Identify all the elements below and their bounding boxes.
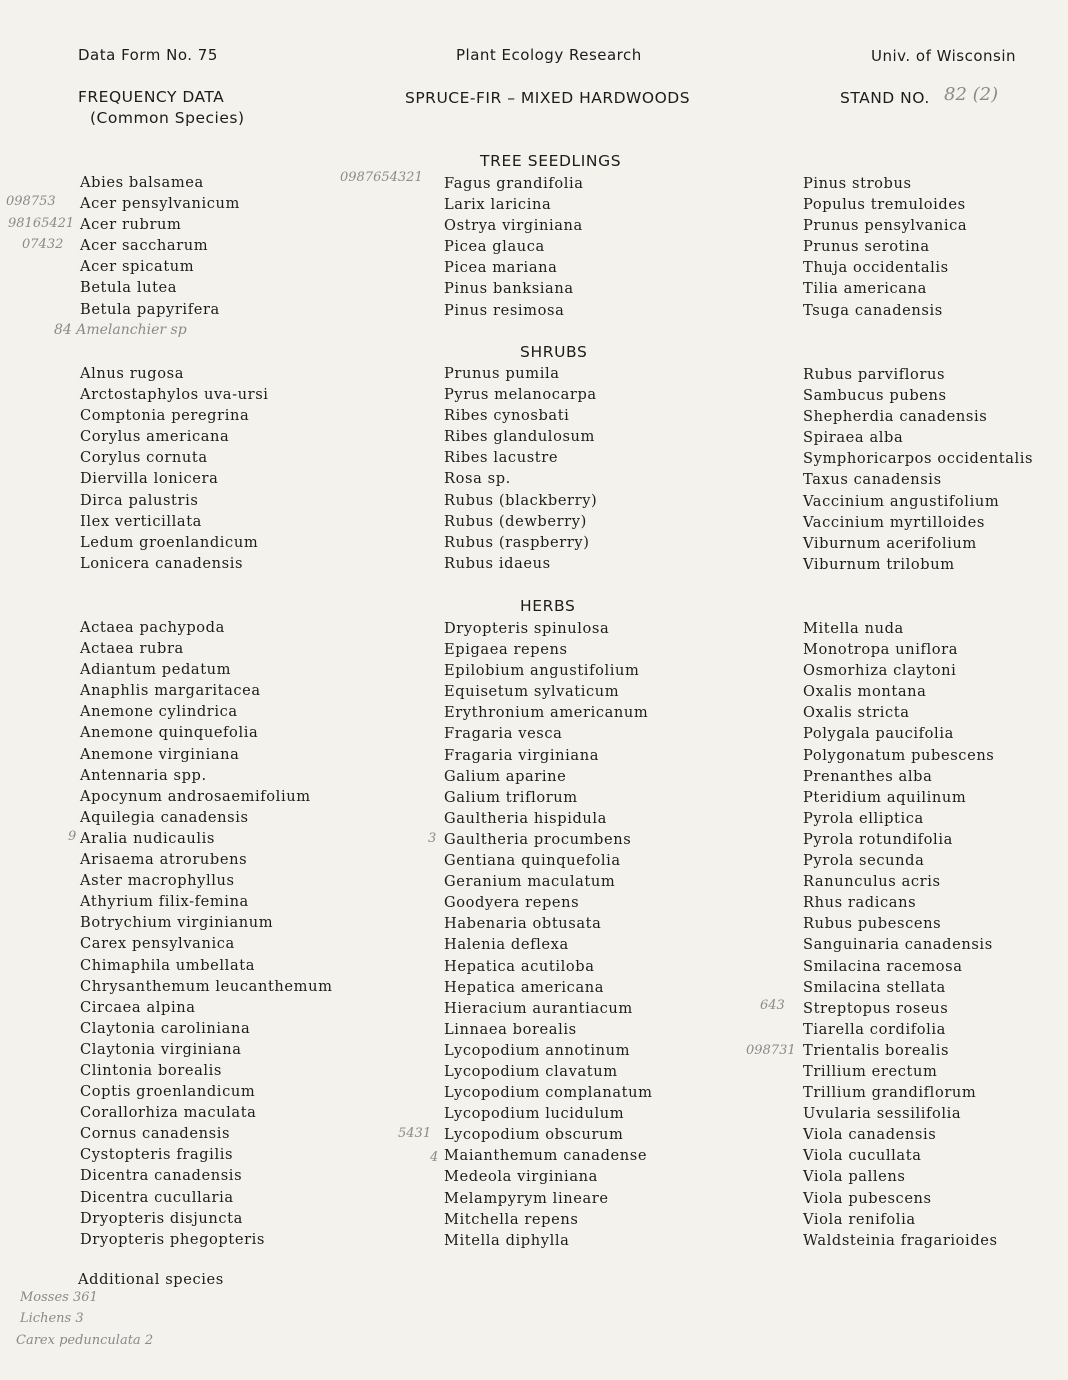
list-item: Dicentra canadensis bbox=[80, 1167, 243, 1185]
list-item: Trientalis borealis bbox=[803, 1041, 950, 1059]
handwritten-note: 4 bbox=[430, 1150, 439, 1165]
list-item: Picea mariana bbox=[444, 259, 558, 277]
list-item: Fagus grandifolia bbox=[444, 175, 584, 192]
list-item: Diervilla lonicera bbox=[80, 470, 219, 488]
list-item: Cornus canadensis bbox=[80, 1125, 231, 1143]
shrubs-col3 bbox=[803, 364, 1033, 575]
list-item: Ribes glandulosum bbox=[444, 428, 595, 446]
list-item: Anemone cylindrica bbox=[80, 703, 238, 721]
list-item: Vaccinium myrtilloides bbox=[803, 513, 985, 531]
list-item: Mitella nuda bbox=[803, 620, 904, 637]
list-item: Dryopteris spinulosa bbox=[444, 620, 610, 637]
list-item: Arctostaphylos uva-ursi bbox=[80, 386, 269, 404]
list-item: Hieracium aurantiacum bbox=[444, 999, 633, 1017]
handwritten-note: 098731 bbox=[746, 1043, 796, 1058]
list-item: Galium triflorum bbox=[444, 788, 578, 806]
list-item: Polygala paucifolia bbox=[803, 725, 954, 743]
list-item: Ilex verticillata bbox=[80, 512, 202, 530]
list-item: Cystopteris fragilis bbox=[80, 1146, 234, 1164]
list-item: Polygonatum pubescens bbox=[803, 746, 995, 764]
list-item: Geranium maculatum bbox=[444, 873, 616, 891]
list-item: Thuja occidentalis bbox=[803, 259, 949, 277]
list-item: Alnus rugosa bbox=[80, 365, 185, 382]
list-item: Dryopteris phegopteris bbox=[80, 1230, 266, 1248]
form-number: Data Form No. 75 bbox=[78, 46, 218, 64]
list-item: Prenanthes alba bbox=[803, 767, 933, 785]
list-item: Carex pensylvanica bbox=[80, 935, 235, 953]
list-item: Tsuga canadensis bbox=[803, 301, 943, 319]
list-item: Tilia americana bbox=[803, 280, 927, 298]
list-item: Aquilegia canadensis bbox=[80, 808, 249, 826]
tree-seedlings-col3 bbox=[803, 173, 967, 321]
additional-species-label: Additional species bbox=[78, 1271, 224, 1288]
form-title: Plant Ecology Research bbox=[456, 46, 642, 64]
handwritten-note: 643 bbox=[760, 998, 785, 1013]
list-item: Ribes cynosbati bbox=[444, 407, 570, 425]
list-item: Erythronium americanum bbox=[444, 704, 649, 722]
list-item: Smilacina racemosa bbox=[803, 957, 963, 975]
handwritten-note: Lichens 3 bbox=[20, 1311, 84, 1326]
list-item: Gaultheria procumbens bbox=[444, 830, 632, 848]
list-item: Dirca palustris bbox=[80, 491, 199, 509]
list-item: Rubus (raspberry) bbox=[444, 533, 590, 551]
list-item: Lycopodium obscurum bbox=[444, 1126, 624, 1144]
list-item: Actaea pachypoda bbox=[80, 619, 225, 636]
list-item: Prunus pumila bbox=[444, 365, 560, 382]
list-item: Claytonia virginiana bbox=[80, 1040, 242, 1058]
list-item: Habenaria obtusata bbox=[444, 915, 602, 933]
list-item: Anemone quinquefolia bbox=[80, 724, 259, 742]
list-item: Betula lutea bbox=[80, 279, 178, 297]
list-item: Betula papyrifera bbox=[80, 300, 220, 318]
tree-seedlings-col2 bbox=[444, 173, 584, 321]
list-item: Prunus serotina bbox=[803, 238, 930, 256]
list-item: Ranunculus acris bbox=[803, 873, 941, 891]
list-item: Populus tremuloides bbox=[803, 196, 966, 214]
handwritten-note: 5431 bbox=[398, 1126, 432, 1141]
list-item: Pteridium aquilinum bbox=[803, 788, 967, 806]
list-item: Clintonia borealis bbox=[80, 1061, 223, 1079]
frequency-data-heading: FREQUENCY DATA bbox=[78, 88, 225, 106]
community-heading: SPRUCE-FIR – MIXED HARDWOODS bbox=[405, 89, 691, 107]
list-item: Corallorhiza maculata bbox=[80, 1104, 257, 1122]
list-item: Corylus americana bbox=[80, 428, 230, 446]
list-item: Anaphlis margaritacea bbox=[80, 682, 261, 700]
list-item: Larix laricina bbox=[444, 196, 552, 214]
list-item: Aster macrophyllus bbox=[80, 872, 235, 890]
list-item: Arisaema atrorubens bbox=[80, 851, 248, 869]
list-item: Medeola virginiana bbox=[444, 1168, 598, 1186]
herbs-heading: HERBS bbox=[520, 597, 576, 615]
list-item: Tiarella cordifolia bbox=[803, 1020, 946, 1038]
handwritten-note: 9 bbox=[68, 829, 77, 844]
list-item: Linnaea borealis bbox=[444, 1020, 577, 1038]
list-item: Aralia nudicaulis bbox=[80, 829, 215, 847]
list-item: Antennaria spp. bbox=[80, 766, 207, 784]
list-item: Lonicera canadensis bbox=[80, 554, 244, 572]
list-item: Epilobium angustifolium bbox=[444, 662, 640, 680]
list-item: Streptopus roseus bbox=[803, 999, 949, 1017]
list-item: Actaea rubra bbox=[80, 640, 184, 658]
list-item: Botrychium virginianum bbox=[80, 914, 274, 932]
list-item: Chimaphila umbellata bbox=[80, 956, 256, 974]
list-item: Adiantum pedatum bbox=[80, 661, 232, 679]
list-item: Chrysanthemum leucanthemum bbox=[80, 977, 333, 995]
list-item: Prunus pensylvanica bbox=[803, 217, 968, 235]
list-item: Acer pensylvanicum bbox=[80, 195, 240, 213]
handwritten-note: Mosses 361 bbox=[20, 1290, 98, 1305]
handwritten-note: Carex pedunculata 2 bbox=[16, 1333, 154, 1348]
handwritten-note: 98165421 bbox=[8, 216, 75, 231]
list-item: Gaultheria hispidula bbox=[444, 809, 607, 827]
list-item: Oxalis stricta bbox=[803, 704, 910, 722]
list-item: Gentiana quinquefolia bbox=[444, 852, 621, 870]
list-item: Fragaria vesca bbox=[444, 725, 563, 743]
list-item: Ledum groenlandicum bbox=[80, 533, 259, 551]
list-item: Sambucus pubens bbox=[803, 387, 947, 405]
tree-seedlings-heading: TREE SEEDLINGS bbox=[480, 152, 622, 170]
list-item: Mitella diphylla bbox=[444, 1231, 570, 1249]
list-item: Shepherdia canadensis bbox=[803, 408, 988, 426]
list-item: Viola pubescens bbox=[803, 1189, 932, 1207]
list-item: Corylus cornuta bbox=[80, 449, 208, 467]
list-item: Epigaea repens bbox=[444, 641, 568, 659]
list-item: Monotropa uniflora bbox=[803, 641, 959, 659]
list-item: Lycopodium lucidulum bbox=[444, 1105, 625, 1123]
list-item: Apocynum androsaemifolium bbox=[80, 787, 311, 805]
list-item: Pinus banksiana bbox=[444, 280, 574, 298]
list-item: Pinus strobus bbox=[803, 175, 912, 192]
list-item: Maianthemum canadense bbox=[444, 1147, 648, 1165]
common-species-subheading: (Common Species) bbox=[90, 109, 245, 127]
list-item: Coptis groenlandicum bbox=[80, 1083, 256, 1101]
herbs-col1 bbox=[80, 617, 333, 1250]
list-item: Melampyrym lineare bbox=[444, 1189, 609, 1207]
list-item: Ribes lacustre bbox=[444, 449, 559, 467]
list-item: Lycopodium annotinum bbox=[444, 1041, 631, 1059]
list-item: Claytonia caroliniana bbox=[80, 1019, 251, 1037]
list-item: Acer rubrum bbox=[80, 216, 182, 234]
tree-seedlings-col1 bbox=[80, 172, 240, 320]
handwritten-note: 098753 bbox=[6, 194, 56, 209]
stand-number-label: STAND NO. bbox=[840, 89, 930, 107]
list-item: Viburnum acerifolium bbox=[803, 534, 977, 552]
list-item: Rhus radicans bbox=[803, 894, 917, 912]
list-item: Viola renifolia bbox=[803, 1210, 916, 1228]
list-item: Anemone virginiana bbox=[80, 745, 240, 763]
list-item: Viola pallens bbox=[803, 1168, 906, 1186]
stand-number-value: 82 (2) bbox=[944, 84, 999, 105]
list-item: Hepatica acutiloba bbox=[444, 957, 595, 975]
handwritten-note: 07432 bbox=[22, 237, 64, 252]
handwritten-note: 3 bbox=[428, 831, 437, 846]
list-item: Dryopteris disjuncta bbox=[80, 1209, 243, 1227]
list-item: Dicentra cucullaria bbox=[80, 1188, 234, 1206]
list-item: Pyrola rotundifolia bbox=[803, 830, 953, 848]
list-item: Sanguinaria canadensis bbox=[803, 936, 993, 954]
shrubs-col1 bbox=[80, 363, 269, 574]
shrubs-heading: SHRUBS bbox=[520, 343, 588, 361]
list-item: Symphoricarpos occidentalis bbox=[803, 450, 1034, 468]
list-item: Fragaria virginiana bbox=[444, 746, 599, 764]
list-item: Ostrya virginiana bbox=[444, 217, 583, 235]
herbs-col2 bbox=[444, 618, 653, 1251]
list-item: Acer saccharum bbox=[80, 237, 209, 255]
list-item: Lycopodium complanatum bbox=[444, 1084, 653, 1102]
list-item: Oxalis montana bbox=[803, 683, 927, 701]
list-item: Rubus idaeus bbox=[444, 554, 551, 572]
list-item: Equisetum sylvaticum bbox=[444, 683, 620, 701]
list-item: Athyrium filix-femina bbox=[80, 893, 249, 911]
list-item: Galium aparine bbox=[444, 767, 567, 785]
list-item: Vaccinium angustifolium bbox=[803, 492, 1000, 510]
list-item: Rubus (dewberry) bbox=[444, 512, 587, 530]
list-item: Osmorhiza claytoni bbox=[803, 662, 957, 680]
list-item: Pinus resimosa bbox=[444, 301, 565, 319]
list-item: Pyrola secunda bbox=[803, 852, 925, 870]
herbs-col3 bbox=[803, 618, 998, 1251]
list-item: Trillium grandiflorum bbox=[803, 1084, 977, 1102]
list-item: Viola canadensis bbox=[803, 1126, 937, 1144]
list-item: Trillium erectum bbox=[803, 1062, 938, 1080]
list-item: Lycopodium clavatum bbox=[444, 1062, 618, 1080]
list-item: Rubus (blackberry) bbox=[444, 491, 598, 509]
list-item: Pyrus melanocarpa bbox=[444, 386, 597, 404]
university-name: Univ. of Wisconsin bbox=[871, 47, 1017, 65]
list-item: Hepatica americana bbox=[444, 978, 605, 996]
list-item: Taxus canadensis bbox=[803, 471, 942, 489]
list-item: Spiraea alba bbox=[803, 429, 904, 447]
list-item: Rubus parviflorus bbox=[803, 366, 946, 383]
list-item: Abies balsamea bbox=[80, 174, 204, 191]
list-item: Rosa sp. bbox=[444, 470, 511, 488]
list-item: Viburnum trilobum bbox=[803, 555, 955, 573]
list-item: Circaea alpina bbox=[80, 998, 196, 1016]
list-item: Waldsteinia fragarioides bbox=[803, 1231, 998, 1249]
list-item: Rubus pubescens bbox=[803, 915, 942, 933]
shrubs-col2 bbox=[444, 363, 597, 574]
list-item: Viola cucullata bbox=[803, 1147, 922, 1165]
list-item: Goodyera repens bbox=[444, 894, 580, 912]
list-item: Picea glauca bbox=[444, 238, 545, 256]
handwritten-note: 0987654321 bbox=[340, 170, 423, 185]
list-item: Uvularia sessilifolia bbox=[803, 1105, 962, 1123]
list-item: Smilacina stellata bbox=[803, 978, 946, 996]
list-item: Comptonia peregrina bbox=[80, 407, 250, 425]
list-item: Acer spicatum bbox=[80, 258, 195, 276]
handwritten-note: 84 Amelanchier sp bbox=[54, 322, 187, 338]
list-item: Mitchella repens bbox=[444, 1210, 579, 1228]
list-item: Pyrola elliptica bbox=[803, 809, 924, 827]
list-item: Halenia deflexa bbox=[444, 936, 569, 954]
